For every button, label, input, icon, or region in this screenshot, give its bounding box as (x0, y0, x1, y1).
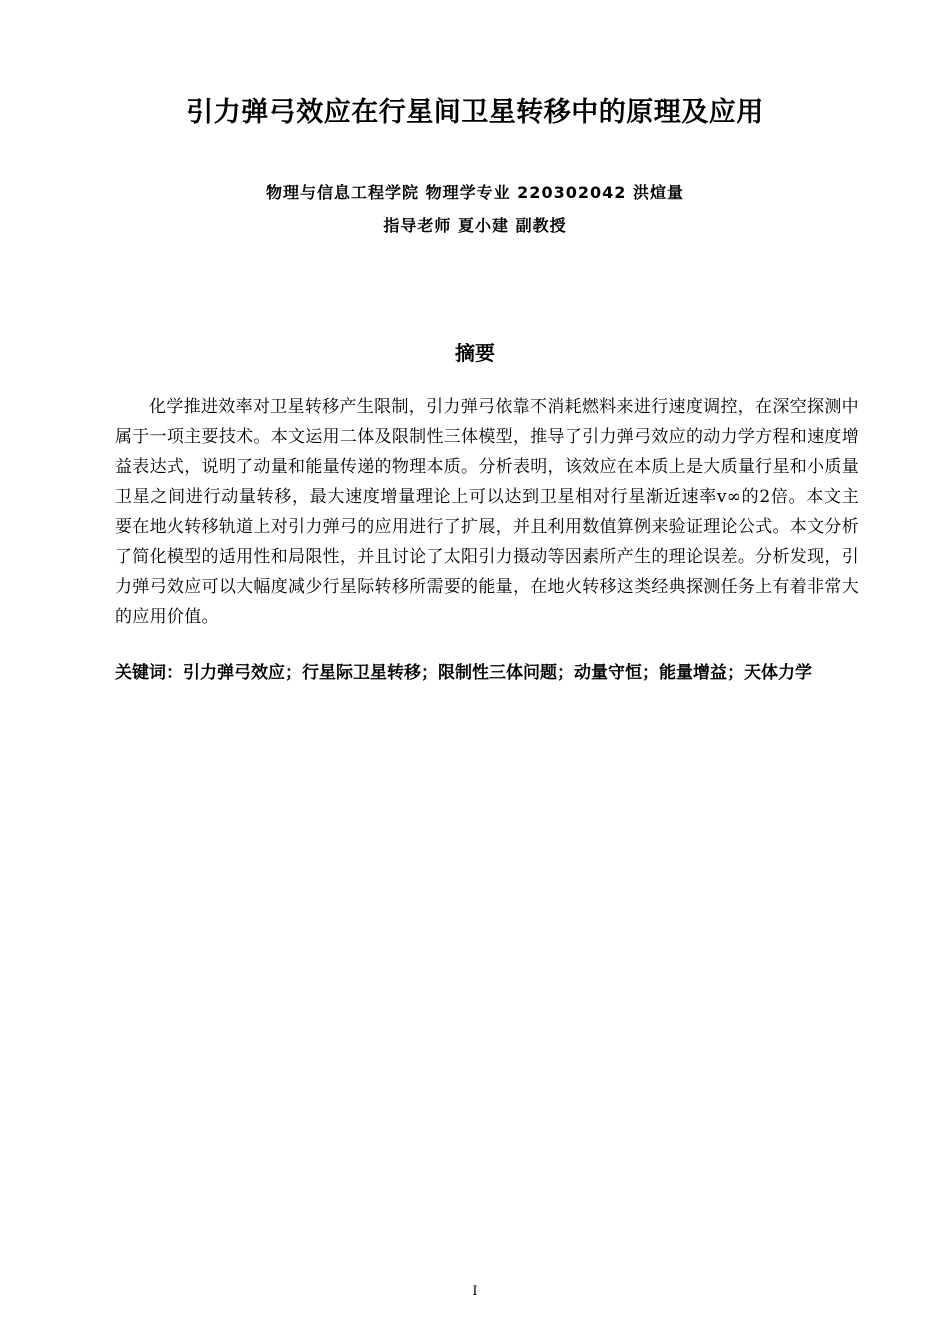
advisor-line: 指导老师 夏小建 副教授 (383, 216, 567, 235)
keywords: 关键词：引力弹弓效应；行星际卫星转移；限制性三体问题；动量守恒；能量增益；天体力学 (115, 663, 812, 683)
page-number: I (472, 1284, 478, 1299)
abstract-heading: 摘要 (455, 341, 495, 365)
abstract-body: 化学推进效率对卫星转移产生限制，引力弹弓依靠不消耗燃料来进行速度调控，在深空探测中属于一项主要技术。本文运用二体及限制性三体模型，推导了引力弹弓效应的动力学方程和速度增益表达式，说明了动量和能量传递的物理本质。分析表明，该效应在本质上是大质量行星和小质量卫星之间进行动量转移，最大速度增量理论上可以达到卫星相对行星渐近速率v∞的2倍。本文主要在地火转移轨道上对引力弹弓的应用进行了扩展，并且利用数值算例来验证理论公式。本文分析了简化模型的适用性和局限性，并且讨论了太阳引力摄动等因素所产生的理论误差。分析发现，引力弹弓效应可以大幅度减少行星际转移所需要的能量，在地火转移这类经典探测任务上有着非常大的应用价值。 (115, 397, 859, 627)
paper-title: 引力弹弓效应在行星间卫星转移中的原理及应用 (186, 97, 764, 128)
author-line: 物理与信息工程学院 物理学专业 220302042 洪煊量 (266, 183, 684, 202)
